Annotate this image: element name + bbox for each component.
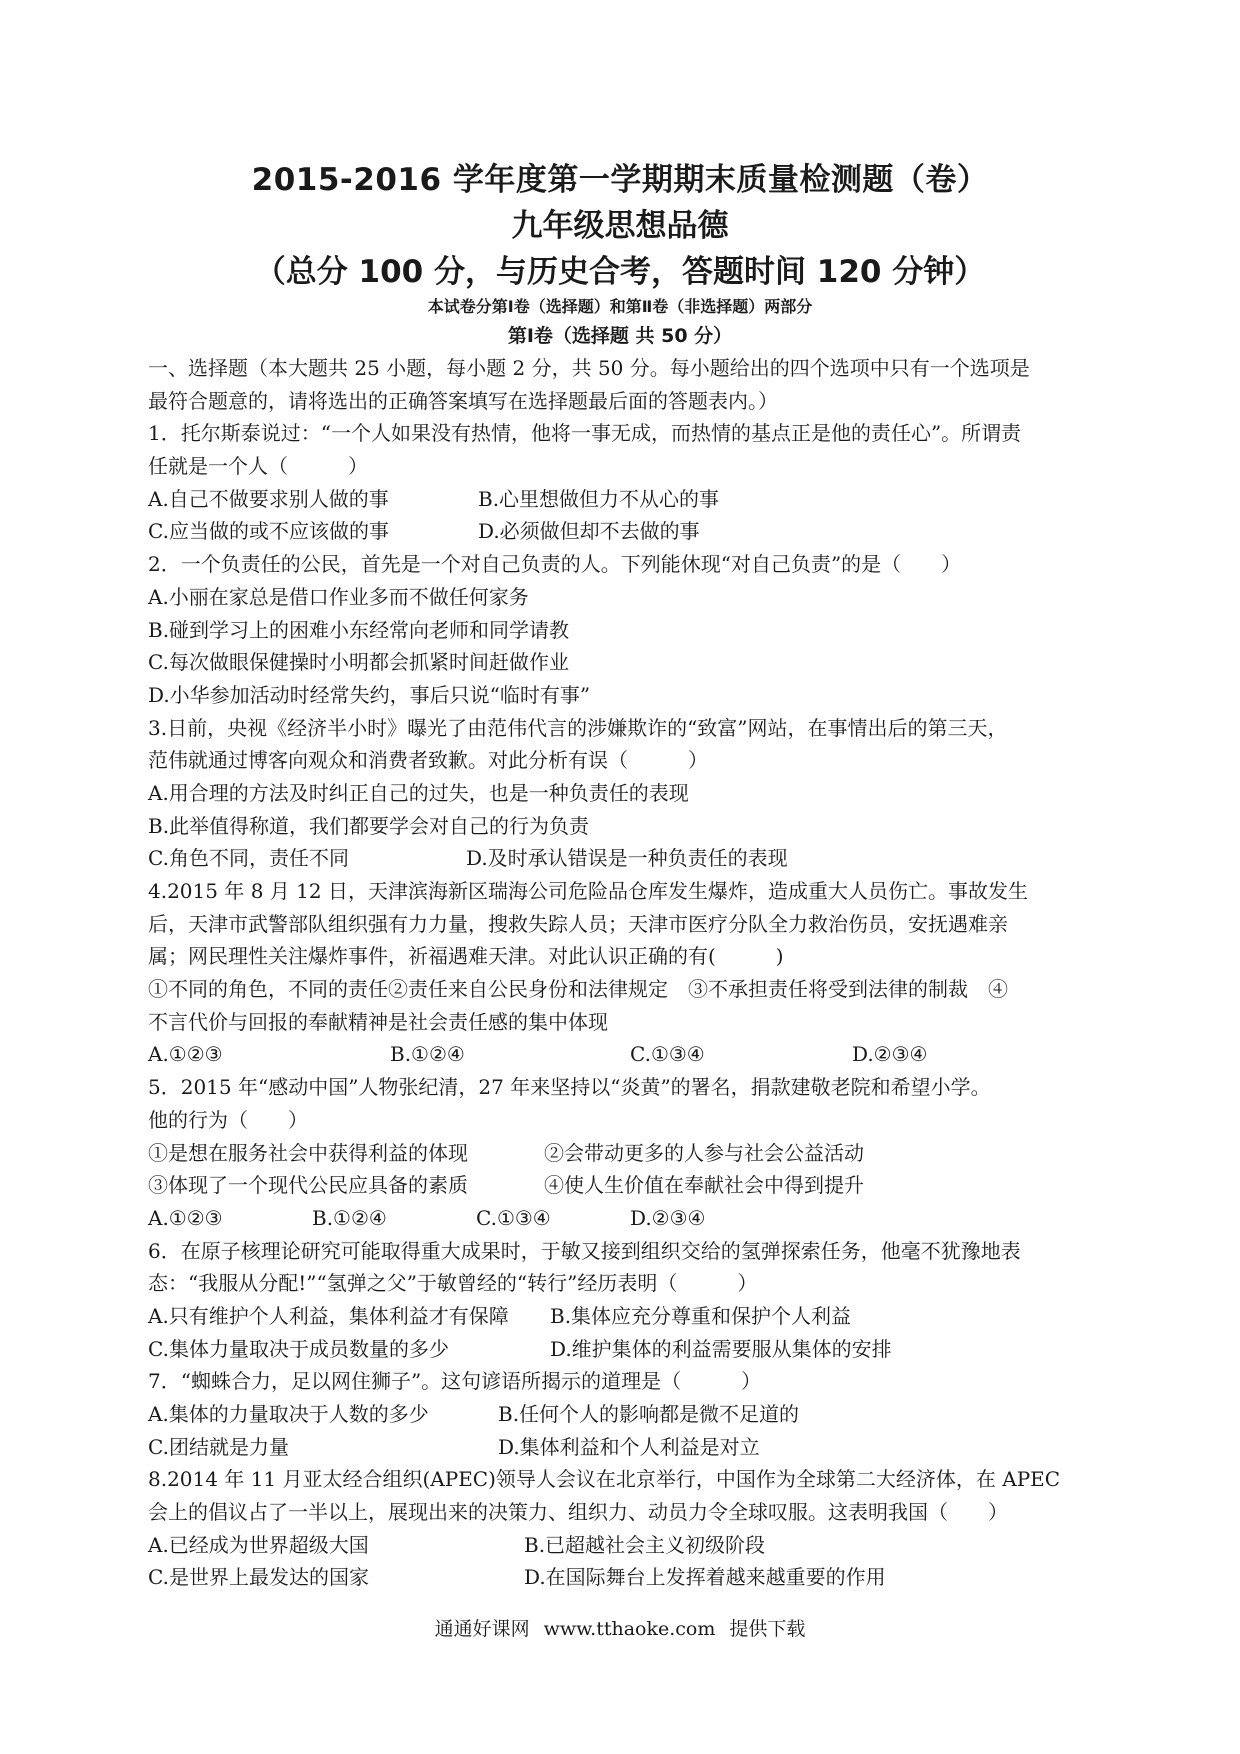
question-2-option-a: A.小丽在家总是借口作业多而不做任何家务 bbox=[148, 584, 529, 609]
question-5-statement-4: ④使人生价值在奉献社会中得到提升 bbox=[544, 1173, 864, 1198]
question-2-stem: 2．一个负责任的公民，首先是一个对自己负责的人。下列能休现“对自己负责”的是（ ） bbox=[148, 552, 962, 577]
question-8-option-b: B.已超越社会主义初级阶段 bbox=[524, 1532, 766, 1557]
question-7-option-b: B.任何个人的影响都是微不足道的 bbox=[498, 1402, 800, 1426]
question-5-stem-cont: 他的行为（ ） bbox=[148, 1107, 308, 1132]
question-6-stem-cont: 态：“我服从分配!”“氢弹之父”于敏曾经的“转行”经历表明（ ） bbox=[148, 1271, 758, 1296]
question-7-options-ab bbox=[148, 1398, 1094, 1431]
question-4-option-a: A.①②③ bbox=[148, 1042, 223, 1067]
question-3-option-b: B.此举值得称道，我们都要学会对自己的行为负责 bbox=[148, 813, 590, 838]
question-5-statement-1: ①是想在服务社会中获得利益的体现 bbox=[148, 1140, 468, 1165]
question-1-options-cd bbox=[148, 515, 1094, 548]
question-4-statements: ①不同的角色，不同的责任②责任来自公民身份和法律规定 ③不承担责任将受到法律的制裁 ④ bbox=[148, 977, 1008, 1002]
question-4-stem-cont-2: 属；网民理性关注爆炸事件，祈福遇难天津。对此认识正确的有( ) bbox=[148, 944, 784, 969]
question-1-option-d: D.必须做但却不去做的事 bbox=[478, 519, 700, 544]
question-8-option-d: D.在国际舞台上发挥着越来越重要的作用 bbox=[524, 1565, 886, 1590]
question-7-option-d: D.集体利益和个人利益是对立 bbox=[498, 1434, 760, 1459]
question-3-option-c: C.角色不同，责任不同 bbox=[148, 846, 349, 871]
question-body bbox=[148, 352, 1094, 1594]
question-2-option-b: B.碰到学习上的困难小东经常向老师和同学请教 bbox=[148, 617, 570, 642]
question-5-statements-12 bbox=[148, 1137, 1094, 1170]
question-8-stem-cont: 会上的倡议占了一半以上，展现出来的决策力、组织力、动员力令全球叹服。这表明我国（ ） bbox=[148, 1500, 1008, 1525]
question-5-option-a: A.①②③ bbox=[148, 1205, 223, 1230]
exam-subject: 九年级思想品德 bbox=[511, 208, 729, 244]
question-5-options bbox=[148, 1202, 1094, 1235]
question-2-option-d: D.小华参加活动时经常失约，事后只说“临时有事” bbox=[148, 682, 591, 707]
exam-title: 2015-2016 学年度第一学期期末质量检测题（卷） bbox=[251, 162, 989, 198]
page-footer bbox=[0, 1614, 1240, 1641]
question-5-statement-3: ③体现了一个现代公民应具备的素质 bbox=[148, 1173, 468, 1198]
question-3-options-cd bbox=[148, 842, 1094, 875]
question-7-option-a: A.集体的力量取决于人数的多少 bbox=[148, 1402, 429, 1426]
question-8-stem: 8.2014 年 11 月亚太经合组织(APEC)领导人会议在北京举行，中国作为全球第二大经济体，在 APEC bbox=[148, 1467, 1061, 1492]
question-3-option-a: A.用合理的方法及时纠正自己的过失，也是一种负责任的表现 bbox=[148, 780, 689, 805]
question-6-options-cd bbox=[148, 1333, 1094, 1366]
question-5-statements-34 bbox=[148, 1169, 1094, 1202]
exam-meta: （总分 100 分，与历史合考，答题时间 120 分钟） bbox=[254, 254, 986, 290]
question-4-option-d: D.②③④ bbox=[852, 1042, 928, 1067]
question-6-option-a: A.只有维护个人利益，集体利益才有保障 bbox=[148, 1303, 509, 1328]
question-5-statement-2: ②会带动更多的人参与社会公益活动 bbox=[544, 1140, 864, 1165]
question-1-option-a: A.自己不做要求别人做的事 bbox=[148, 486, 389, 511]
section-intro-line-2: 最符合题意的，请将选出的正确答案填写在选择题最后面的答题表内。） bbox=[148, 388, 778, 413]
question-5-stem: 5．2015 年“感动中国”人物张纪清，27 年来坚持以“炎黄”的署名，捐款建敬老院和希望小学。 bbox=[148, 1075, 991, 1100]
question-6-options-ab bbox=[148, 1300, 1094, 1333]
question-4-option-b: B.①②④ bbox=[390, 1042, 465, 1067]
question-1-stem-cont: 任就是一个人（ ） bbox=[148, 454, 368, 479]
question-1-option-c: C.应当做的或不应该做的事 bbox=[148, 519, 389, 544]
question-4-option-c: C.①③④ bbox=[630, 1042, 705, 1067]
question-4-options bbox=[148, 1038, 1094, 1071]
question-5-option-b: B.①②④ bbox=[312, 1205, 387, 1230]
question-6-option-c: C.集体力量取决于成员数量的多少 bbox=[148, 1336, 449, 1361]
exam-structure-note: 本试卷分第Ⅰ卷（选择题）和第Ⅱ卷（非选择题）两部分 bbox=[427, 297, 813, 316]
footer-url[interactable]: www.tthaoke.com bbox=[543, 1618, 716, 1640]
question-1-option-b: B.心里想做但力不从心的事 bbox=[478, 486, 720, 511]
part-one-heading: 第Ⅰ卷（选择题 共 50 分） bbox=[507, 325, 733, 347]
question-6-option-d: D.维护集体的利益需要服从集体的安排 bbox=[550, 1336, 892, 1361]
section-intro-line-1: 一、选择题（本大题共 25 小题，每小题 2 分，共 50 分。每小题给出的四个选项中只有一个选项是 bbox=[148, 356, 1030, 380]
footer-site-name: 通通好课网 bbox=[434, 1618, 530, 1640]
question-7-stem: 7．“蜘蛛合力，足以网住狮子”。这句谚语所揭示的道理是（ ） bbox=[148, 1369, 762, 1394]
question-4-stem-cont: 后，天津市武警部队组织强有力力量，搜救失踪人员；天津市医疗分队全力救治伤员，安抚遇难亲 bbox=[148, 911, 1008, 936]
question-1-stem: 1．托尔斯泰说过：“一个人如果没有热情，他将一事无成，而热情的基点正是他的责任心”。所谓责 bbox=[148, 421, 1022, 446]
question-7-options-cd bbox=[148, 1431, 1094, 1464]
question-6-option-b: B.集体应充分尊重和保护个人利益 bbox=[550, 1303, 852, 1328]
question-8-options-cd bbox=[148, 1561, 1094, 1594]
question-5-option-c: C.①③④ bbox=[476, 1205, 551, 1230]
question-8-options-ab bbox=[148, 1529, 1094, 1562]
question-8-option-c: C.是世界上最发达的国家 bbox=[148, 1565, 369, 1590]
question-7-option-c: C.团结就是力量 bbox=[148, 1434, 289, 1459]
question-5-option-d: D.②③④ bbox=[630, 1205, 706, 1230]
question-4-statements-cont: 不言代价与回报的奉献精神是社会责任感的集中体现 bbox=[148, 1009, 608, 1034]
question-3-stem-cont: 范伟就通过博客向观众和消费者致歉。对此分析有误（ ） bbox=[148, 748, 708, 773]
question-8-option-a: A.已经成为世界超级大国 bbox=[148, 1532, 369, 1557]
question-6-stem: 6．在原子核理论研究可能取得重大成果时，于敏又接到组织交给的氢弹探索任务，他毫不犹豫地表 bbox=[148, 1238, 1021, 1263]
question-3-stem: 3.日前，央视《经济半小时》曝光了由范伟代言的涉嫌欺诈的“致富”网站，在事情出后的第三天， bbox=[148, 715, 1008, 740]
question-4-stem: 4.2015 年 8 月 12 日，天津滨海新区瑞海公司危险品仓库发生爆炸，造成重大人员伤亡。事故发生 bbox=[148, 879, 1028, 903]
question-1-options-ab bbox=[148, 483, 1094, 516]
question-2-option-c: C.每次做眼保健操时小明都会抓紧时间赶做作业 bbox=[148, 650, 569, 675]
footer-note: 提供下载 bbox=[729, 1618, 806, 1640]
question-3-option-d: D.及时承认错误是一种负责任的表现 bbox=[466, 846, 788, 871]
